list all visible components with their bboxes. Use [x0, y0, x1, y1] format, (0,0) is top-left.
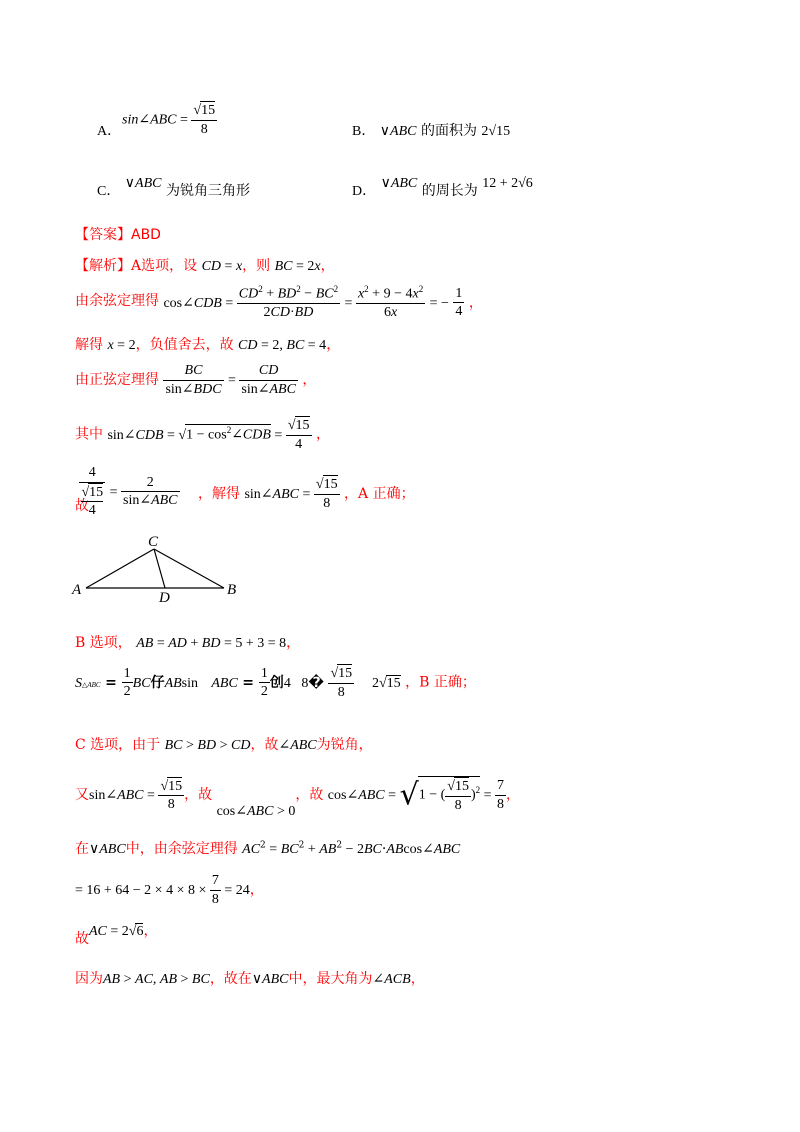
analysis-label: 【解析】: [75, 258, 131, 274]
analysis-text: 解得: [75, 337, 103, 353]
analysis-line-11: 在∨ABC中，由余弦定理得 $AC^2 = BC^2 + AB^2$ − 2BC·ABcos∠ABC: [75, 840, 461, 857]
analysis-line-7: B 选项， AB = AD + BD = 5 + 3 = 8，: [75, 635, 301, 651]
analysis-line-4: 由正弦定理得 $\frac{BC}{\text{sin∠BDC}}$ = $\frac{CD}{\text{sin∠ABC}}$ ，: [75, 363, 317, 397]
analysis-text: 故: [75, 931, 89, 947]
analysis-line-6: 故 4 √15 4 = $\frac{2}{\text{sin∠ABC}}$ ，解得 sin∠ABC = $\frac{√15}{8}$ ，A 正确；: [75, 465, 415, 518]
analysis-line-13: 故AC = 2√6，: [75, 923, 158, 947]
analysis-text: 中，由余弦定理得: [125, 841, 238, 857]
analysis-text: ，则: [242, 258, 271, 274]
option-c: [97, 176, 250, 200]
analysis-text: 中，最大角为: [288, 971, 373, 987]
option-b-text: 的面积为: [420, 123, 477, 139]
analysis-text: 为锐角，: [316, 737, 373, 753]
analysis-text: A选项，设: [131, 258, 198, 274]
analysis-text: 因为: [75, 971, 103, 987]
analysis-line-9: C 选项，由于 BC > BD > CD，故∠ABC为锐角，: [75, 737, 373, 753]
analysis-line-8: S△ABC = $\frac{1}{2}$ BC仔ABsin ABC = $\frac{1}{2}$ 创4 8� $\frac{√15}{8}$ 2√15 ，B 正确；: [75, 665, 476, 700]
option-d-triangle: ∨ABC: [380, 176, 418, 191]
analysis-text: ，故: [184, 787, 213, 803]
analysis-text: ，A 正确；: [344, 485, 415, 502]
vertex-b-label: B: [227, 582, 237, 598]
analysis-text: ，: [410, 971, 425, 987]
analysis-text: 又: [75, 787, 89, 803]
analysis-line-1: 【解析】A选项，设 CD = x，则 BC = 2x，: [75, 258, 335, 274]
analysis-text: 在: [75, 841, 89, 857]
option-c-letter: C．: [97, 184, 121, 199]
analysis-text: C 选项，由于: [75, 737, 161, 753]
option-a: [97, 120, 121, 140]
analysis-text: B 选项，: [75, 635, 132, 651]
option-d-value: 12 + 2√6: [482, 176, 533, 191]
analysis-text: 其中: [75, 426, 103, 443]
analysis-text: 由余弦定理得: [75, 292, 159, 309]
analysis-line-5: 其中 sin∠CDB = $√1 - \cos^2\angle CDB$ = $\frac{√15}{4}$ ，: [75, 418, 330, 452]
analysis-text: ，负值舍去，故: [135, 337, 234, 353]
triangle-figure: [70, 532, 250, 604]
option-d-letter: D．: [352, 184, 377, 199]
option-d: [352, 176, 533, 200]
analysis-line-2: 由余弦定理得 cos∠CDB = $\frac{CD^2 + BD^2 - BC^2}{2CD\cdot BD}$ = $\frac{x^2 + 9 - 4x^2}{6x}$ = − $\frac{1}{4}$ ，: [75, 284, 483, 321]
option-c-triangle: ∨ABC: [124, 176, 162, 191]
vertex-a-label: A: [72, 582, 82, 598]
analysis-line-10: 又sin∠ABC = $\frac{√15}{8}$ ，故 cos∠ABC > 0，故 cos∠ABC = √1 − ( $\frac{√15}{8}$ )$^2$ = $\frac{7}{8}$ ，: [75, 777, 521, 819]
option-b-value: 2√15: [481, 124, 511, 139]
option-d-text: 的周长为: [421, 183, 478, 199]
vertex-d-label: D: [159, 590, 170, 604]
vertex-c-label: C: [148, 534, 159, 550]
analysis-text: ，解得: [197, 485, 240, 502]
analysis-text: 由正弦定理得: [75, 372, 159, 388]
analysis-text: ，B 正确；: [405, 674, 476, 691]
analysis-line-3: 解得 x = 2，负值舍去，故 CD = 2, BC = 4，: [75, 337, 341, 353]
answer-label: 【答案】ABD: [75, 227, 161, 243]
analysis-text: 故: [75, 497, 89, 514]
analysis-text: ，故: [295, 787, 324, 803]
analysis-line-14: 因为AB > AC, AB > BC，故在∨ABC中，最大角为∠ACB，: [75, 971, 425, 987]
analysis-text: ，故在: [209, 971, 252, 987]
analysis-line-12: = 16 + 64 − 2 × 4 × 8 × $\frac{7}{8}$ = 24，: [75, 873, 264, 907]
option-a-formula: sin∠ABC = $\frac{√15}{8}$: [122, 103, 216, 137]
option-a-letter: A．: [97, 124, 122, 139]
analysis-text: ，故: [250, 737, 279, 753]
option-c-text: 为锐角三角形: [165, 183, 250, 199]
option-b-triangle: ∨ABC: [379, 124, 417, 139]
option-b: [352, 120, 510, 140]
option-b-letter: B．: [352, 124, 376, 139]
